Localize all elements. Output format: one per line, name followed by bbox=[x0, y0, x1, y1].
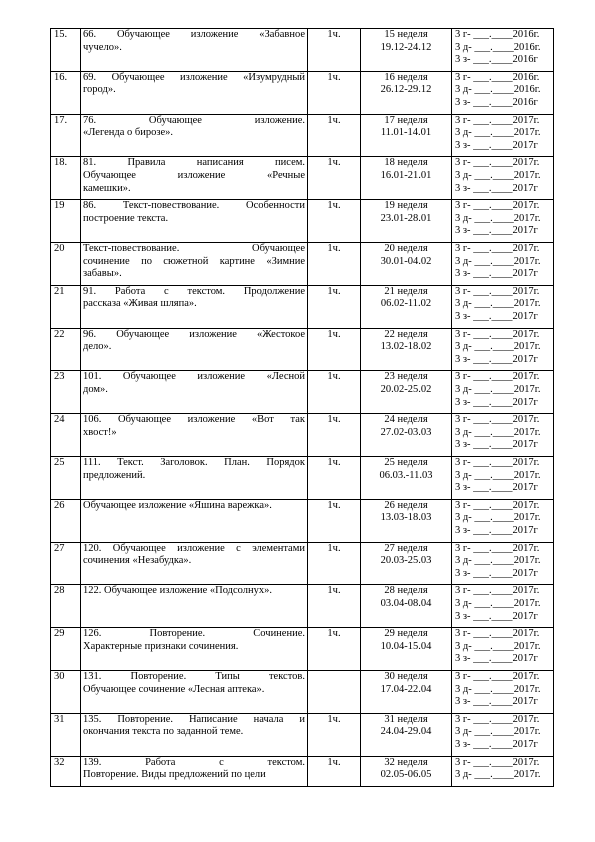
lesson-number-cell bbox=[51, 114, 81, 157]
lesson-topic-line: чучело». bbox=[83, 41, 122, 53]
lesson-number: 19 bbox=[54, 200, 65, 212]
week-date-range: 06.02-11.02 bbox=[380, 298, 432, 310]
class-date-line: 3 г- ___.____2017г. bbox=[455, 713, 540, 725]
lesson-number: 18. bbox=[54, 157, 68, 169]
hours-value: 1ч. bbox=[327, 628, 341, 640]
lesson-topic-line: «Легенда о бирозе». bbox=[83, 127, 174, 139]
week-date-range: 13.03-18.03 bbox=[380, 512, 432, 524]
lesson-topic-line: 66. Обучающее изложение «Забавное bbox=[83, 29, 305, 40]
lesson-topic-line: сочинение по сюжетной картине «Зимние bbox=[83, 255, 305, 267]
class-date-line: 3 з- ___.____2016г bbox=[455, 96, 538, 108]
lesson-number-cell bbox=[51, 71, 81, 114]
hours-value: 1ч. bbox=[327, 456, 341, 468]
table-row bbox=[51, 114, 554, 157]
lesson-topic-cell bbox=[81, 328, 308, 371]
lesson-topic-cell bbox=[81, 242, 308, 285]
lesson-number-cell bbox=[51, 756, 81, 786]
lesson-number: 26 bbox=[54, 499, 65, 511]
week-date-range: 03.04-08.04 bbox=[380, 597, 432, 609]
hours-value: 1ч. bbox=[327, 585, 341, 597]
week-cell bbox=[361, 200, 452, 243]
lesson-topic-line: камешки». bbox=[83, 182, 131, 194]
class-dates-cell bbox=[452, 157, 554, 200]
table-row bbox=[51, 157, 554, 200]
table-row bbox=[51, 71, 554, 114]
lesson-topic-cell bbox=[81, 585, 308, 628]
class-date-line: 3 з- ___.____2017г bbox=[455, 653, 538, 665]
lesson-number: 30 bbox=[54, 670, 65, 682]
lesson-topic-line: сочинения «Незабудка». bbox=[83, 555, 192, 567]
lesson-topic-cell bbox=[81, 456, 308, 499]
hours-cell bbox=[308, 371, 361, 414]
class-date-line: 3 з- ___.____2017г bbox=[455, 738, 538, 750]
hours-cell bbox=[308, 670, 361, 713]
lesson-topic-line: 69. Обучающее изложение «Изумрудный bbox=[83, 71, 305, 83]
week-label: 30 неделя bbox=[384, 670, 428, 682]
class-date-line: 3 г- ___.____2017г. bbox=[455, 285, 540, 297]
class-date-line: 3 з- ___.____2016г bbox=[455, 54, 538, 66]
class-date-line: 3 з- ___.____2017г bbox=[455, 182, 538, 194]
lesson-number: 24 bbox=[54, 414, 65, 426]
lesson-number-cell bbox=[51, 542, 81, 585]
week-label: 28 неделя bbox=[384, 585, 428, 597]
hours-value: 1ч. bbox=[327, 414, 341, 426]
lesson-number: 17. bbox=[54, 114, 68, 126]
week-cell bbox=[361, 157, 452, 200]
week-date-range: 11.01-14.01 bbox=[380, 127, 432, 139]
table-row bbox=[51, 456, 554, 499]
class-date-line: 3 г- ___.____2017г. bbox=[455, 585, 540, 597]
lesson-topic-line: забавы». bbox=[83, 268, 122, 280]
hours-cell bbox=[308, 713, 361, 756]
class-date-line: 3 д- ___.____2017г. bbox=[455, 426, 541, 438]
lesson-topic-line: Обучающее изложение «Речные bbox=[83, 169, 305, 181]
class-date-line: 3 д- ___.____2016г. bbox=[455, 41, 541, 53]
hours-cell bbox=[308, 114, 361, 157]
lesson-topic-line: 131. Повторение. Типы текстов. bbox=[83, 670, 305, 682]
lesson-topic-line: 81. Правила написания писем. bbox=[83, 157, 305, 169]
lesson-topic-line: Повторение. Виды предложений по цели bbox=[83, 769, 266, 781]
lesson-topic-line: 111. Текст. Заголовок. План. Порядок bbox=[83, 456, 305, 468]
class-dates-cell bbox=[452, 713, 554, 756]
class-dates-cell bbox=[452, 371, 554, 414]
class-date-line: 3 г- ___.____2017г. bbox=[455, 242, 540, 254]
week-cell bbox=[361, 285, 452, 328]
week-label: 26 неделя bbox=[384, 499, 428, 511]
lesson-number-cell bbox=[51, 29, 81, 72]
class-date-line: 3 д- ___.____2017г. bbox=[455, 640, 541, 652]
week-label: 17 неделя bbox=[384, 114, 428, 126]
week-date-range: 26.12-29.12 bbox=[380, 84, 432, 96]
week-label: 15 неделя bbox=[384, 29, 428, 40]
class-date-line: 3 д- ___.____2017г. bbox=[455, 597, 541, 609]
lesson-topic-line: 135. Повторение. Написание начала и bbox=[83, 713, 305, 725]
lesson-number-cell bbox=[51, 157, 81, 200]
class-date-line: 3 з- ___.____2017г bbox=[455, 524, 538, 536]
hours-cell bbox=[308, 628, 361, 671]
class-date-line: 3 г- ___.____2017г. bbox=[455, 414, 540, 426]
week-date-range: 02.05-06.05 bbox=[380, 769, 432, 781]
lesson-number: 20 bbox=[54, 242, 65, 254]
lesson-number-cell bbox=[51, 328, 81, 371]
week-date-range: 24.04-29.04 bbox=[380, 726, 432, 738]
week-cell bbox=[361, 670, 452, 713]
class-dates-cell bbox=[452, 71, 554, 114]
table-row bbox=[51, 285, 554, 328]
lesson-topic-cell bbox=[81, 756, 308, 786]
hours-cell bbox=[308, 756, 361, 786]
week-cell bbox=[361, 456, 452, 499]
table-row bbox=[51, 670, 554, 713]
table-row bbox=[51, 628, 554, 671]
lesson-topic-line: предложений. bbox=[83, 469, 146, 481]
lesson-topic-line: Текст-повествование. Обучающее bbox=[83, 242, 305, 254]
week-date-range: 17.04-22.04 bbox=[380, 683, 432, 695]
week-cell bbox=[361, 29, 452, 72]
week-cell bbox=[361, 414, 452, 457]
week-label: 24 неделя bbox=[384, 414, 428, 426]
lesson-number: 29 bbox=[54, 628, 65, 640]
lesson-topic-line: окончания текста по заданной теме. bbox=[83, 726, 244, 738]
lesson-topic-cell bbox=[81, 200, 308, 243]
week-date-range: 30.01-04.02 bbox=[380, 255, 432, 267]
class-dates-cell bbox=[452, 585, 554, 628]
hours-cell bbox=[308, 242, 361, 285]
lesson-topic-line: 91. Работа с текстом. Продолжение bbox=[83, 285, 305, 297]
table-row bbox=[51, 585, 554, 628]
lesson-topic-line: город». bbox=[83, 84, 116, 96]
lesson-number: 27 bbox=[54, 542, 65, 554]
class-date-line: 3 г- ___.____2017г. bbox=[455, 542, 540, 554]
hours-cell bbox=[308, 157, 361, 200]
class-date-line: 3 г- ___.____2017г. bbox=[455, 200, 540, 212]
week-cell bbox=[361, 713, 452, 756]
lesson-topic-line: 86. Текст-повествование. Особенности bbox=[83, 200, 305, 212]
lesson-number-cell bbox=[51, 713, 81, 756]
class-date-line: 3 г- ___.____2017г. bbox=[455, 371, 540, 383]
hours-value: 1ч. bbox=[327, 114, 341, 126]
class-dates-cell bbox=[452, 114, 554, 157]
hours-value: 1ч. bbox=[327, 713, 341, 725]
week-date-range: 20.02-25.02 bbox=[380, 383, 432, 395]
week-label: 22 неделя bbox=[384, 328, 428, 340]
hours-cell bbox=[308, 542, 361, 585]
hours-cell bbox=[308, 71, 361, 114]
week-date-range: 27.02-03.03 bbox=[380, 426, 432, 438]
lesson-topic-cell bbox=[81, 371, 308, 414]
lesson-number: 15. bbox=[54, 29, 68, 40]
class-date-line: 3 з- ___.____2017г bbox=[455, 610, 538, 622]
hours-value: 1ч. bbox=[327, 756, 341, 768]
hours-cell bbox=[308, 328, 361, 371]
week-cell bbox=[361, 114, 452, 157]
lesson-topic-line: 126. Повторение. Сочинение. bbox=[83, 628, 305, 640]
lesson-number-cell bbox=[51, 414, 81, 457]
lesson-schedule-table bbox=[50, 28, 554, 787]
class-date-line: 3 д- ___.____2017г. bbox=[455, 255, 541, 267]
table-row bbox=[51, 371, 554, 414]
class-date-line: 3 з- ___.____2017г bbox=[455, 225, 538, 237]
week-label: 32 неделя bbox=[384, 756, 428, 768]
lesson-topic-line: рассказа «Живая шляпа». bbox=[83, 298, 197, 310]
table-row bbox=[51, 542, 554, 585]
class-date-line: 3 д- ___.____2017г. bbox=[455, 555, 541, 567]
hours-value: 1ч. bbox=[327, 29, 341, 40]
class-dates-cell bbox=[452, 414, 554, 457]
hours-value: 1ч. bbox=[327, 242, 341, 254]
lesson-topic-cell bbox=[81, 670, 308, 713]
class-dates-cell bbox=[452, 29, 554, 72]
class-date-line: 3 з- ___.____2017г bbox=[455, 353, 538, 365]
hours-value: 1ч. bbox=[327, 542, 341, 554]
week-cell bbox=[361, 542, 452, 585]
class-date-line: 3 з- ___.____2017г bbox=[455, 439, 538, 451]
week-cell bbox=[361, 328, 452, 371]
week-cell bbox=[361, 756, 452, 786]
hours-value: 1ч. bbox=[327, 285, 341, 297]
hours-value: 1ч. bbox=[327, 157, 341, 169]
class-dates-cell bbox=[452, 756, 554, 786]
lesson-topic-line: 139. Работа с текстом. bbox=[83, 756, 305, 768]
week-date-range: 23.01-28.01 bbox=[380, 212, 432, 224]
class-date-line: 3 г- ___.____2017г. bbox=[455, 328, 540, 340]
class-date-line: 3 д- ___.____2017г. bbox=[455, 683, 541, 695]
lesson-number: 28 bbox=[54, 585, 65, 597]
week-label: 29 неделя bbox=[384, 628, 428, 640]
lesson-topic-line: хвост!» bbox=[83, 426, 117, 438]
lesson-number-cell bbox=[51, 371, 81, 414]
lesson-number: 31 bbox=[54, 713, 65, 725]
lesson-topic-cell bbox=[81, 713, 308, 756]
class-date-line: 3 з- ___.____2017г bbox=[455, 567, 538, 579]
class-date-line: 3 г- ___.____2017г. bbox=[455, 756, 540, 768]
week-date-range: 16.01-21.01 bbox=[380, 169, 432, 181]
lesson-number-cell bbox=[51, 499, 81, 542]
class-dates-cell bbox=[452, 285, 554, 328]
hours-cell bbox=[308, 200, 361, 243]
hours-cell bbox=[308, 414, 361, 457]
table-row bbox=[51, 756, 554, 786]
week-label: 21 неделя bbox=[384, 285, 428, 297]
class-dates-cell bbox=[452, 456, 554, 499]
class-dates-cell bbox=[452, 670, 554, 713]
class-date-line: 3 д- ___.____2017г. bbox=[455, 212, 541, 224]
class-date-line: 3 г- ___.____2017г. bbox=[455, 670, 540, 682]
class-date-line: 3 з- ___.____2017г bbox=[455, 268, 538, 280]
week-label: 27 неделя bbox=[384, 542, 428, 554]
lesson-topic-line: Обучающее сочинение «Лесная аптека». bbox=[83, 683, 265, 695]
lesson-number: 32 bbox=[54, 756, 65, 768]
lesson-number-cell bbox=[51, 242, 81, 285]
lesson-topic-cell bbox=[81, 29, 308, 72]
lesson-topic-cell bbox=[81, 114, 308, 157]
week-cell bbox=[361, 71, 452, 114]
class-date-line: 3 д- ___.____2017г. bbox=[455, 512, 541, 524]
lesson-topic-line: 120. Обучающее изложение с элементами bbox=[83, 542, 305, 554]
class-date-line: 3 д- ___.____2017г. bbox=[455, 298, 541, 310]
lesson-topic-line: 96. Обучающее изложение «Жестокое bbox=[83, 328, 305, 340]
class-date-line: 3 д- ___.____2017г. bbox=[455, 469, 541, 481]
class-date-line: 3 д- ___.____2016г. bbox=[455, 84, 541, 96]
lesson-number: 25 bbox=[54, 456, 65, 468]
hours-cell bbox=[308, 285, 361, 328]
class-date-line: 3 з- ___.____2017г bbox=[455, 482, 538, 494]
class-date-line: 3 з- ___.____2017г bbox=[455, 696, 538, 708]
lesson-number-cell bbox=[51, 200, 81, 243]
week-date-range: 13.02-18.02 bbox=[380, 341, 432, 353]
week-cell bbox=[361, 371, 452, 414]
hours-cell bbox=[308, 499, 361, 542]
week-cell bbox=[361, 585, 452, 628]
lesson-number-cell bbox=[51, 585, 81, 628]
hours-value: 1ч. bbox=[327, 71, 341, 83]
week-cell bbox=[361, 628, 452, 671]
lesson-topic-line: дом». bbox=[83, 383, 108, 395]
lesson-topic-line: 122. Обучающее изложение «Подсолнух». bbox=[83, 585, 273, 597]
week-cell bbox=[361, 499, 452, 542]
lesson-topic-line: 101. Обучающее изложение «Лесной bbox=[83, 371, 305, 383]
hours-value: 1ч. bbox=[327, 499, 341, 511]
class-date-line: 3 г- ___.____2017г. bbox=[455, 157, 540, 169]
week-cell bbox=[361, 242, 452, 285]
table-row bbox=[51, 499, 554, 542]
lesson-topic-line: дело». bbox=[83, 341, 112, 353]
class-dates-cell bbox=[452, 328, 554, 371]
class-dates-cell bbox=[452, 628, 554, 671]
lesson-number: 16. bbox=[54, 71, 68, 83]
class-date-line: 3 г- ___.____2017г. bbox=[455, 456, 540, 468]
lesson-topic-cell bbox=[81, 542, 308, 585]
class-date-line: 3 г- ___.____2016г. bbox=[455, 29, 540, 40]
class-date-line: 3 д- ___.____2017г. bbox=[455, 383, 541, 395]
lesson-number-cell bbox=[51, 670, 81, 713]
week-date-range: 06.03.-11.03 bbox=[379, 469, 433, 481]
class-date-line: 3 д- ___.____2017г. bbox=[455, 169, 541, 181]
class-date-line: 3 д- ___.____2017г. bbox=[455, 726, 541, 738]
class-date-line: 3 з- ___.____2017г bbox=[455, 139, 538, 151]
table-row bbox=[51, 242, 554, 285]
class-date-line: 3 д- ___.____2017г. bbox=[455, 341, 541, 353]
lesson-topic-cell bbox=[81, 499, 308, 542]
lesson-topic-line: построение текста. bbox=[83, 212, 169, 224]
table-row bbox=[51, 29, 554, 72]
week-date-range: 10.04-15.04 bbox=[380, 640, 432, 652]
hours-value: 1ч. bbox=[327, 200, 341, 212]
class-dates-cell bbox=[452, 200, 554, 243]
week-label: 20 неделя bbox=[384, 242, 428, 254]
class-date-line: 3 г- ___.____2017г. bbox=[455, 628, 540, 640]
class-date-line: 3 д- ___.____2017г. bbox=[455, 127, 541, 139]
table-row bbox=[51, 200, 554, 243]
hours-value: 1ч. bbox=[327, 328, 341, 340]
table-row bbox=[51, 414, 554, 457]
week-date-range: 20.03-25.03 bbox=[380, 555, 432, 567]
lesson-number: 21 bbox=[54, 285, 65, 297]
week-label: 23 неделя bbox=[384, 371, 428, 383]
week-date-range: 19.12-24.12 bbox=[380, 41, 432, 53]
lesson-topic-cell bbox=[81, 285, 308, 328]
hours-cell bbox=[308, 29, 361, 72]
week-label: 19 неделя bbox=[384, 200, 428, 212]
lesson-number-cell bbox=[51, 285, 81, 328]
lesson-topic-line: 106. Обучающее изложение «Вот так bbox=[83, 414, 305, 426]
week-label: 16 неделя bbox=[384, 71, 428, 83]
table-row bbox=[51, 328, 554, 371]
week-label: 31 неделя bbox=[384, 713, 428, 725]
lesson-topic-line: Характерные признаки сочинения. bbox=[83, 640, 239, 652]
class-date-line: 3 з- ___.____2017г bbox=[455, 396, 538, 408]
hours-value: 1ч. bbox=[327, 371, 341, 383]
class-date-line: 3 з- ___.____2017г bbox=[455, 310, 538, 322]
class-date-line: 3 г- ___.____2017г. bbox=[455, 114, 540, 126]
lesson-topic-cell bbox=[81, 414, 308, 457]
lesson-number-cell bbox=[51, 456, 81, 499]
lesson-number: 23 bbox=[54, 371, 65, 383]
table-row bbox=[51, 713, 554, 756]
class-dates-cell bbox=[452, 542, 554, 585]
class-date-line: 3 г- ___.____2017г. bbox=[455, 499, 540, 511]
lesson-topic-line: 76. Обучающее изложение. bbox=[83, 114, 305, 126]
class-date-line: 3 д- ___.____2017г. bbox=[455, 769, 541, 781]
week-label: 18 неделя bbox=[384, 157, 428, 169]
lesson-topic-cell bbox=[81, 628, 308, 671]
hours-cell bbox=[308, 585, 361, 628]
class-dates-cell bbox=[452, 499, 554, 542]
lesson-topic-cell bbox=[81, 71, 308, 114]
class-date-line: 3 г- ___.____2016г. bbox=[455, 71, 540, 83]
week-label: 25 неделя bbox=[384, 456, 428, 468]
hours-cell bbox=[308, 456, 361, 499]
lesson-number-cell bbox=[51, 628, 81, 671]
lesson-topic-cell bbox=[81, 157, 308, 200]
lesson-number: 22 bbox=[54, 328, 65, 340]
lesson-topic-line: Обучающее изложение «Яшина варежка». bbox=[83, 499, 272, 511]
class-dates-cell bbox=[452, 242, 554, 285]
